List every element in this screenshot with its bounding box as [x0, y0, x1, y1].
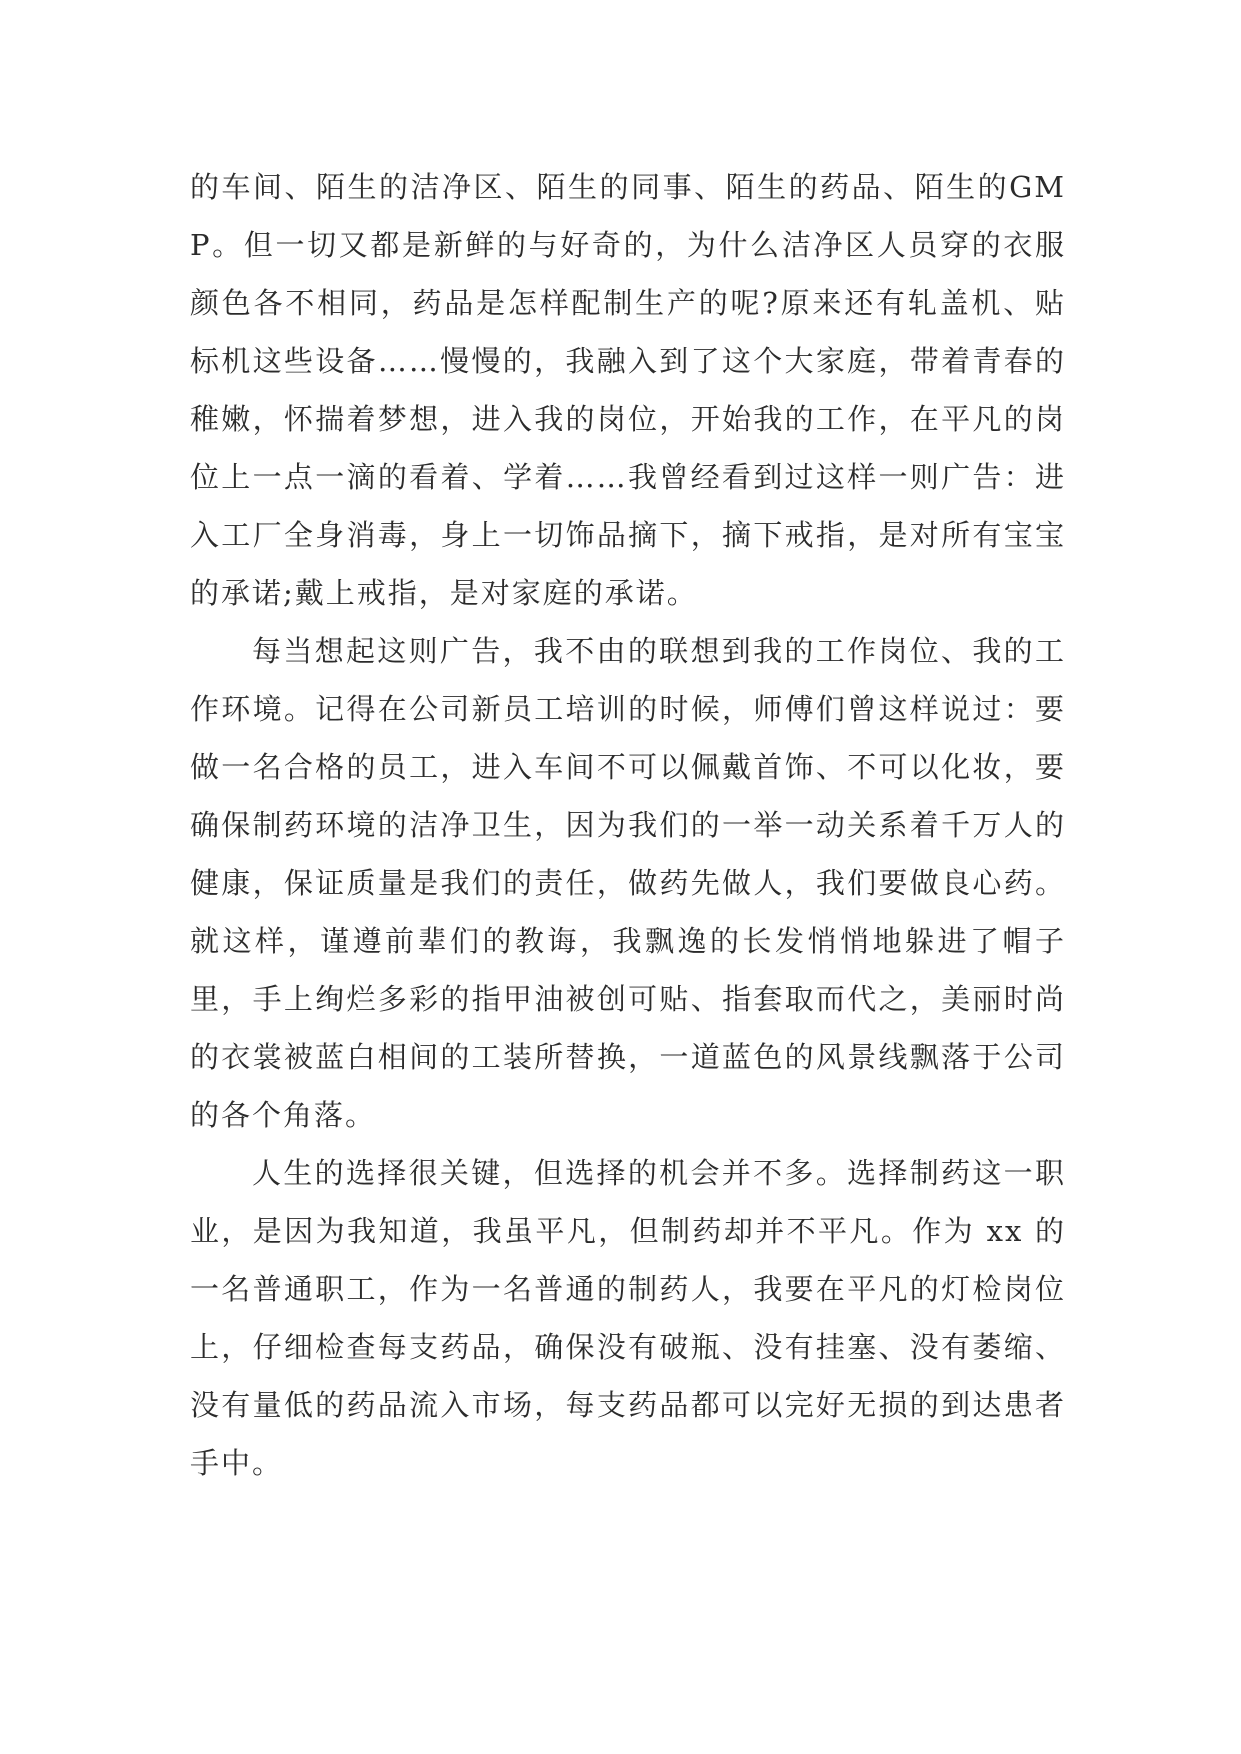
paragraph-3: 人生的选择很关键，但选择的机会并不多。选择制药这一职业，是因为我知道，我虽平凡，但制药却并不平凡。作为 xx 的一名普通职工，作为一名普通的制药人，我要在平凡的灯检岗位上，仔细检查每支药品，确保没有破瓶、没有挂塞、没有萎缩、没有量低的药品流入市场，每支药品都可以完好无损的到达患者手中。	[190, 1156, 1066, 1480]
paragraph-2: 每当想起这则广告，我不由的联想到我的工作岗位、我的工作环境。记得在公司新员工培训的时候，师傅们曾这样说过：要做一名合格的员工，进入车间不可以佩戴首饰、不可以化妆，要确保制药环境的洁净卫生，因为我们的一举一动关系着千万人的健康，保证质量是我们的责任，做药先做人，我们要做良心药。就这样，谨遵前辈们的教诲，我飘逸的长发悄悄地躲进了帽子里，手上绚烂多彩的指甲油被创可贴、指套取而代之，美丽时尚的衣裳被蓝白相间的工装所替换，一道蓝色的风景线飘落于公司的各个角落。	[190, 634, 1066, 1132]
document-body	[190, 158, 1066, 1492]
paragraph-1: 的车间、陌生的洁净区、陌生的同事、陌生的药品、陌生的GMP。但一切又都是新鲜的与好奇的，为什么洁净区人员穿的衣服颜色各不相同，药品是怎样配制生产的呢?原来还有轧盖机、贴标机这些设备……慢慢的，我融入到了这个大家庭，带着青春的稚嫩，怀揣着梦想，进入我的岗位，开始我的工作，在平凡的岗位上一点一滴的看着、学着……我曾经看到过这样一则广告：进入工厂全身消毒，身上一切饰品摘下，摘下戒指，是对所有宝宝的承诺;戴上戒指，是对家庭的承诺。	[190, 170, 1066, 610]
